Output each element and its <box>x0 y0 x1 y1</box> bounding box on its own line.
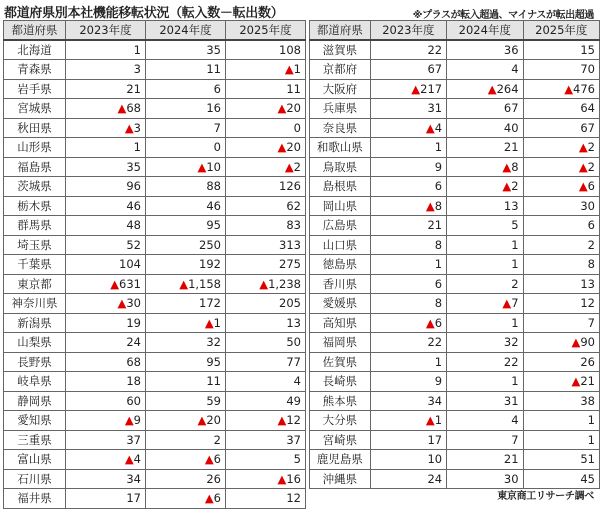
net-transfer-value: 4 <box>226 372 306 392</box>
table-row <box>4 157 306 177</box>
net-transfer-value: 45 <box>523 469 599 489</box>
net-transfer-value: 24 <box>66 333 146 353</box>
negative-marker-icon: ▲ <box>124 452 134 467</box>
net-transfer-value: 35 <box>146 40 226 60</box>
net-transfer-value: 34 <box>370 391 446 411</box>
prefecture-name: 福井県 <box>4 489 66 509</box>
net-transfer-value: 17 <box>66 489 146 509</box>
negative-marker-icon: ▲ <box>487 81 497 96</box>
net-transfer-value: ▲2 <box>523 157 599 177</box>
net-transfer-value: 40 <box>447 118 523 138</box>
net-transfer-value: 30 <box>523 196 599 216</box>
prefecture-name: 佐賀県 <box>310 352 371 372</box>
negative-marker-icon: ▲ <box>277 471 287 486</box>
net-transfer-value: 7 <box>523 313 599 333</box>
negative-marker-icon: ▲ <box>425 315 435 330</box>
net-transfer-value: 26 <box>523 352 599 372</box>
net-transfer-value: 9 <box>370 372 446 392</box>
net-transfer-value: 1 <box>66 138 146 158</box>
net-transfer-value: 172 <box>146 294 226 314</box>
net-transfer-value: 21 <box>370 216 446 236</box>
prefecture-name: 埼玉県 <box>4 235 66 255</box>
negative-marker-icon: ▲ <box>259 276 269 291</box>
table-row <box>4 79 306 99</box>
net-transfer-value: 95 <box>146 352 226 372</box>
net-transfer-value: ▲6 <box>146 450 226 470</box>
net-transfer-value: 17 <box>370 430 446 450</box>
net-transfer-value: 192 <box>146 255 226 275</box>
negative-marker-icon: ▲ <box>571 335 581 350</box>
net-transfer-value: 5 <box>226 450 306 470</box>
table-row <box>4 235 306 255</box>
col-header-prefecture: 都道府県 <box>4 21 66 41</box>
prefecture-name: 和歌山県 <box>310 138 371 158</box>
negative-marker-icon: ▲ <box>502 179 512 194</box>
net-transfer-value: 30 <box>447 469 523 489</box>
prefecture-name: 新潟県 <box>4 313 66 333</box>
prefecture-name: 福岡県 <box>310 333 371 353</box>
table-row <box>310 469 600 489</box>
net-transfer-value: ▲217 <box>370 79 446 99</box>
negative-marker-icon: ▲ <box>571 374 581 389</box>
table-row <box>310 216 600 236</box>
net-transfer-value: 313 <box>226 235 306 255</box>
net-transfer-value: ▲30 <box>66 294 146 314</box>
negative-marker-icon: ▲ <box>284 62 294 77</box>
table-header-row <box>310 21 600 41</box>
net-transfer-value: ▲1 <box>146 313 226 333</box>
prefecture-name: 岡山県 <box>310 196 371 216</box>
net-transfer-value: ▲1,158 <box>146 274 226 294</box>
net-transfer-value: 34 <box>66 469 146 489</box>
net-transfer-value: ▲2 <box>523 138 599 158</box>
table-row <box>310 430 600 450</box>
prefecture-name: 滋賀県 <box>310 40 371 60</box>
table-row <box>310 411 600 431</box>
net-transfer-value: ▲9 <box>66 411 146 431</box>
negative-marker-icon: ▲ <box>284 159 294 174</box>
net-transfer-value: ▲4 <box>370 118 446 138</box>
net-transfer-value: ▲16 <box>226 469 306 489</box>
table-row <box>4 469 306 489</box>
col-header-prefecture: 都道府県 <box>310 21 371 41</box>
net-transfer-value: ▲7 <box>447 294 523 314</box>
negative-marker-icon: ▲ <box>124 120 134 135</box>
table-row <box>4 118 306 138</box>
net-transfer-value: ▲90 <box>523 333 599 353</box>
net-transfer-value: 4 <box>447 60 523 80</box>
table-row <box>310 177 600 197</box>
net-transfer-value: 18 <box>66 372 146 392</box>
prefecture-name: 大分県 <box>310 411 371 431</box>
table-row <box>310 138 600 158</box>
negative-marker-icon: ▲ <box>197 413 207 428</box>
table-row <box>310 79 600 99</box>
net-transfer-value: 8 <box>370 294 446 314</box>
prefecture-name: 山口県 <box>310 235 371 255</box>
table-row <box>4 294 306 314</box>
col-header-fy2025: 2025年度 <box>226 21 306 41</box>
net-transfer-value: 60 <box>66 391 146 411</box>
net-transfer-value: 1 <box>523 430 599 450</box>
prefecture-name: 宮城県 <box>4 99 66 119</box>
net-transfer-value: 126 <box>226 177 306 197</box>
negative-marker-icon: ▲ <box>425 413 435 428</box>
net-transfer-value: 108 <box>226 40 306 60</box>
net-transfer-value: 11 <box>146 60 226 80</box>
net-transfer-value: ▲3 <box>66 118 146 138</box>
net-transfer-value: 7 <box>146 118 226 138</box>
table-row <box>4 40 306 60</box>
prefecture-name: 栃木県 <box>4 196 66 216</box>
legend-note: ※プラスが転入超過、マイナスが転出超過 <box>412 10 594 21</box>
negative-marker-icon: ▲ <box>425 198 435 213</box>
negative-marker-icon: ▲ <box>197 159 207 174</box>
negative-marker-icon: ▲ <box>578 179 588 194</box>
net-transfer-value: ▲20 <box>226 99 306 119</box>
net-transfer-value: 52 <box>66 235 146 255</box>
net-transfer-value: ▲68 <box>66 99 146 119</box>
net-transfer-value: 38 <box>523 391 599 411</box>
net-transfer-value: 1 <box>523 411 599 431</box>
prefecture-name: 岐阜県 <box>4 372 66 392</box>
net-transfer-value: 5 <box>447 216 523 236</box>
net-transfer-value: 8 <box>523 255 599 275</box>
negative-marker-icon: ▲ <box>277 140 287 155</box>
net-transfer-value: 77 <box>226 352 306 372</box>
negative-marker-icon: ▲ <box>564 81 574 96</box>
net-transfer-value: 51 <box>523 450 599 470</box>
net-transfer-value: 9 <box>370 157 446 177</box>
table-row <box>310 99 600 119</box>
col-header-fy2025: 2025年度 <box>523 21 599 41</box>
net-transfer-value: 11 <box>226 79 306 99</box>
net-transfer-value: 67 <box>370 60 446 80</box>
net-transfer-value: 21 <box>447 138 523 158</box>
net-transfer-value: 21 <box>66 79 146 99</box>
table-row <box>4 372 306 392</box>
prefecture-table-right <box>309 20 600 489</box>
net-transfer-value: 32 <box>146 333 226 353</box>
table-row <box>4 430 306 450</box>
net-transfer-value: 1 <box>447 255 523 275</box>
prefecture-name: 三重県 <box>4 430 66 450</box>
net-transfer-value: 2 <box>447 274 523 294</box>
net-transfer-value: 35 <box>66 157 146 177</box>
negative-marker-icon: ▲ <box>277 101 287 116</box>
net-transfer-value: 6 <box>370 177 446 197</box>
net-transfer-value: 49 <box>226 391 306 411</box>
net-transfer-value: 22 <box>370 40 446 60</box>
net-transfer-value: 16 <box>146 99 226 119</box>
table-row <box>310 274 600 294</box>
negative-marker-icon: ▲ <box>204 452 214 467</box>
table-row <box>310 294 600 314</box>
net-transfer-value: 46 <box>146 196 226 216</box>
net-transfer-value: 1 <box>447 313 523 333</box>
negative-marker-icon: ▲ <box>204 315 214 330</box>
net-transfer-value: ▲6 <box>370 313 446 333</box>
negative-marker-icon: ▲ <box>425 120 435 135</box>
net-transfer-value: 1 <box>370 352 446 372</box>
net-transfer-value: ▲6 <box>523 177 599 197</box>
net-transfer-value: 83 <box>226 216 306 236</box>
table-row <box>4 489 306 509</box>
prefecture-name: 石川県 <box>4 469 66 489</box>
table-row <box>4 352 306 372</box>
net-transfer-value: 48 <box>66 216 146 236</box>
net-transfer-value: ▲12 <box>226 411 306 431</box>
prefecture-name: 青森県 <box>4 60 66 80</box>
negative-marker-icon: ▲ <box>578 159 588 174</box>
prefecture-name: 東京都 <box>4 274 66 294</box>
net-transfer-value: ▲631 <box>66 274 146 294</box>
net-transfer-value: 12 <box>523 294 599 314</box>
col-header-fy2023: 2023年度 <box>66 21 146 41</box>
prefecture-name: 長野県 <box>4 352 66 372</box>
page-title: 都道府県別本社機能移転状況（転入数－転出数） <box>4 6 284 21</box>
table-row <box>4 411 306 431</box>
net-transfer-value: 4 <box>447 411 523 431</box>
net-transfer-value: 0 <box>146 138 226 158</box>
net-transfer-value: 250 <box>146 235 226 255</box>
net-transfer-value: 1 <box>66 40 146 60</box>
net-transfer-value: ▲1,238 <box>226 274 306 294</box>
net-transfer-value: ▲8 <box>370 196 446 216</box>
net-transfer-value: ▲20 <box>226 138 306 158</box>
net-transfer-value: 70 <box>523 60 599 80</box>
prefecture-name: 福島県 <box>4 157 66 177</box>
net-transfer-value: 24 <box>370 469 446 489</box>
prefecture-name: 大阪府 <box>310 79 371 99</box>
net-transfer-value: 21 <box>447 450 523 470</box>
table-row <box>310 333 600 353</box>
negative-marker-icon: ▲ <box>277 413 287 428</box>
table-row <box>4 333 306 353</box>
net-transfer-value: ▲10 <box>146 157 226 177</box>
net-transfer-value: ▲2 <box>226 157 306 177</box>
col-header-fy2023: 2023年度 <box>370 21 446 41</box>
net-transfer-value: 36 <box>447 40 523 60</box>
prefecture-name: 京都府 <box>310 60 371 80</box>
net-transfer-value: 32 <box>447 333 523 353</box>
table-row <box>310 255 600 275</box>
net-transfer-value: 104 <box>66 255 146 275</box>
table-row <box>4 60 306 80</box>
net-transfer-value: 26 <box>146 469 226 489</box>
net-transfer-value: 95 <box>146 216 226 236</box>
negative-marker-icon: ▲ <box>110 276 120 291</box>
net-transfer-value: 1 <box>370 255 446 275</box>
net-transfer-value: 13 <box>523 274 599 294</box>
net-transfer-value: 19 <box>66 313 146 333</box>
net-transfer-value: 67 <box>523 118 599 138</box>
table-row <box>310 196 600 216</box>
net-transfer-value: 8 <box>370 235 446 255</box>
net-transfer-value: 3 <box>66 60 146 80</box>
table-row <box>310 391 600 411</box>
table-row <box>4 391 306 411</box>
negative-marker-icon: ▲ <box>204 491 214 506</box>
table-row <box>310 118 600 138</box>
net-transfer-value: ▲4 <box>66 450 146 470</box>
net-transfer-value: 1 <box>447 372 523 392</box>
net-transfer-value: 22 <box>370 333 446 353</box>
net-transfer-value: ▲20 <box>146 411 226 431</box>
table-header-row <box>4 21 306 41</box>
net-transfer-value: 205 <box>226 294 306 314</box>
net-transfer-value: 1 <box>447 235 523 255</box>
prefecture-name: 鳥取県 <box>310 157 371 177</box>
negative-marker-icon: ▲ <box>124 413 134 428</box>
net-transfer-value: 0 <box>226 118 306 138</box>
prefecture-name: 奈良県 <box>310 118 371 138</box>
table-row <box>310 450 600 470</box>
table-row <box>4 216 306 236</box>
prefecture-name: 沖縄県 <box>310 469 371 489</box>
net-transfer-value: ▲264 <box>447 79 523 99</box>
net-transfer-value: 15 <box>523 40 599 60</box>
negative-marker-icon: ▲ <box>502 159 512 174</box>
table-row <box>310 40 600 60</box>
prefecture-name: 兵庫県 <box>310 99 371 119</box>
negative-marker-icon: ▲ <box>411 81 421 96</box>
prefecture-name: 山梨県 <box>4 333 66 353</box>
prefecture-name: 香川県 <box>310 274 371 294</box>
net-transfer-value: 64 <box>523 99 599 119</box>
net-transfer-value: 13 <box>226 313 306 333</box>
net-transfer-value: ▲1 <box>370 411 446 431</box>
prefecture-name: 宮崎県 <box>310 430 371 450</box>
net-transfer-value: ▲6 <box>146 489 226 509</box>
prefecture-name: 広島県 <box>310 216 371 236</box>
net-transfer-value: 59 <box>146 391 226 411</box>
net-transfer-value: 11 <box>146 372 226 392</box>
prefecture-name: 鹿児島県 <box>310 450 371 470</box>
prefecture-name: 富山県 <box>4 450 66 470</box>
net-transfer-value: ▲476 <box>523 79 599 99</box>
net-transfer-value: 2 <box>146 430 226 450</box>
prefecture-name: 熊本県 <box>310 391 371 411</box>
table-row <box>310 372 600 392</box>
net-transfer-value: 2 <box>523 235 599 255</box>
prefecture-name: 北海道 <box>4 40 66 60</box>
net-transfer-value: 46 <box>66 196 146 216</box>
net-transfer-value: 37 <box>66 430 146 450</box>
table-row <box>310 352 600 372</box>
net-transfer-value: 62 <box>226 196 306 216</box>
table-row <box>4 255 306 275</box>
prefecture-name: 徳島県 <box>310 255 371 275</box>
table-row <box>4 138 306 158</box>
net-transfer-value: 68 <box>66 352 146 372</box>
table-row <box>310 60 600 80</box>
prefecture-name: 神奈川県 <box>4 294 66 314</box>
net-transfer-value: 6 <box>523 216 599 236</box>
prefecture-name: 静岡県 <box>4 391 66 411</box>
table-row <box>4 177 306 197</box>
prefecture-name: 愛知県 <box>4 411 66 431</box>
table-row <box>4 99 306 119</box>
net-transfer-value: 6 <box>146 79 226 99</box>
table-row <box>4 313 306 333</box>
negative-marker-icon: ▲ <box>117 296 127 311</box>
prefecture-name: 山形県 <box>4 138 66 158</box>
prefecture-name: 秋田県 <box>4 118 66 138</box>
prefecture-name: 長崎県 <box>310 372 371 392</box>
table-row <box>4 450 306 470</box>
net-transfer-value: ▲2 <box>447 177 523 197</box>
net-transfer-value: 1 <box>370 138 446 158</box>
net-transfer-value: 31 <box>370 99 446 119</box>
net-transfer-value: 7 <box>447 430 523 450</box>
net-transfer-value: 10 <box>370 450 446 470</box>
prefecture-name: 高知県 <box>310 313 371 333</box>
net-transfer-value: ▲21 <box>523 372 599 392</box>
prefecture-name: 島根県 <box>310 177 371 197</box>
negative-marker-icon: ▲ <box>179 276 189 291</box>
net-transfer-value: 13 <box>447 196 523 216</box>
net-transfer-value: 22 <box>447 352 523 372</box>
col-header-fy2024: 2024年度 <box>146 21 226 41</box>
source-credit: 東京商工リサーチ調べ <box>497 491 594 502</box>
net-transfer-value: 31 <box>447 391 523 411</box>
prefecture-name: 群馬県 <box>4 216 66 236</box>
table-row <box>4 196 306 216</box>
net-transfer-value: 6 <box>370 274 446 294</box>
negative-marker-icon: ▲ <box>578 140 588 155</box>
net-transfer-value: ▲8 <box>447 157 523 177</box>
table-row <box>310 157 600 177</box>
net-transfer-value: 96 <box>66 177 146 197</box>
prefecture-name: 愛媛県 <box>310 294 371 314</box>
net-transfer-value: 50 <box>226 333 306 353</box>
net-transfer-value: 88 <box>146 177 226 197</box>
prefecture-name: 茨城県 <box>4 177 66 197</box>
negative-marker-icon: ▲ <box>117 101 127 116</box>
prefecture-name: 千葉県 <box>4 255 66 275</box>
net-transfer-value: 12 <box>226 489 306 509</box>
net-transfer-value: 37 <box>226 430 306 450</box>
table-row <box>310 235 600 255</box>
net-transfer-value: 275 <box>226 255 306 275</box>
net-transfer-value: 67 <box>447 99 523 119</box>
prefecture-name: 岩手県 <box>4 79 66 99</box>
table-row <box>4 274 306 294</box>
prefecture-table-left <box>3 20 306 509</box>
table-row <box>310 313 600 333</box>
negative-marker-icon: ▲ <box>502 296 512 311</box>
net-transfer-value: ▲1 <box>226 60 306 80</box>
col-header-fy2024: 2024年度 <box>447 21 523 41</box>
